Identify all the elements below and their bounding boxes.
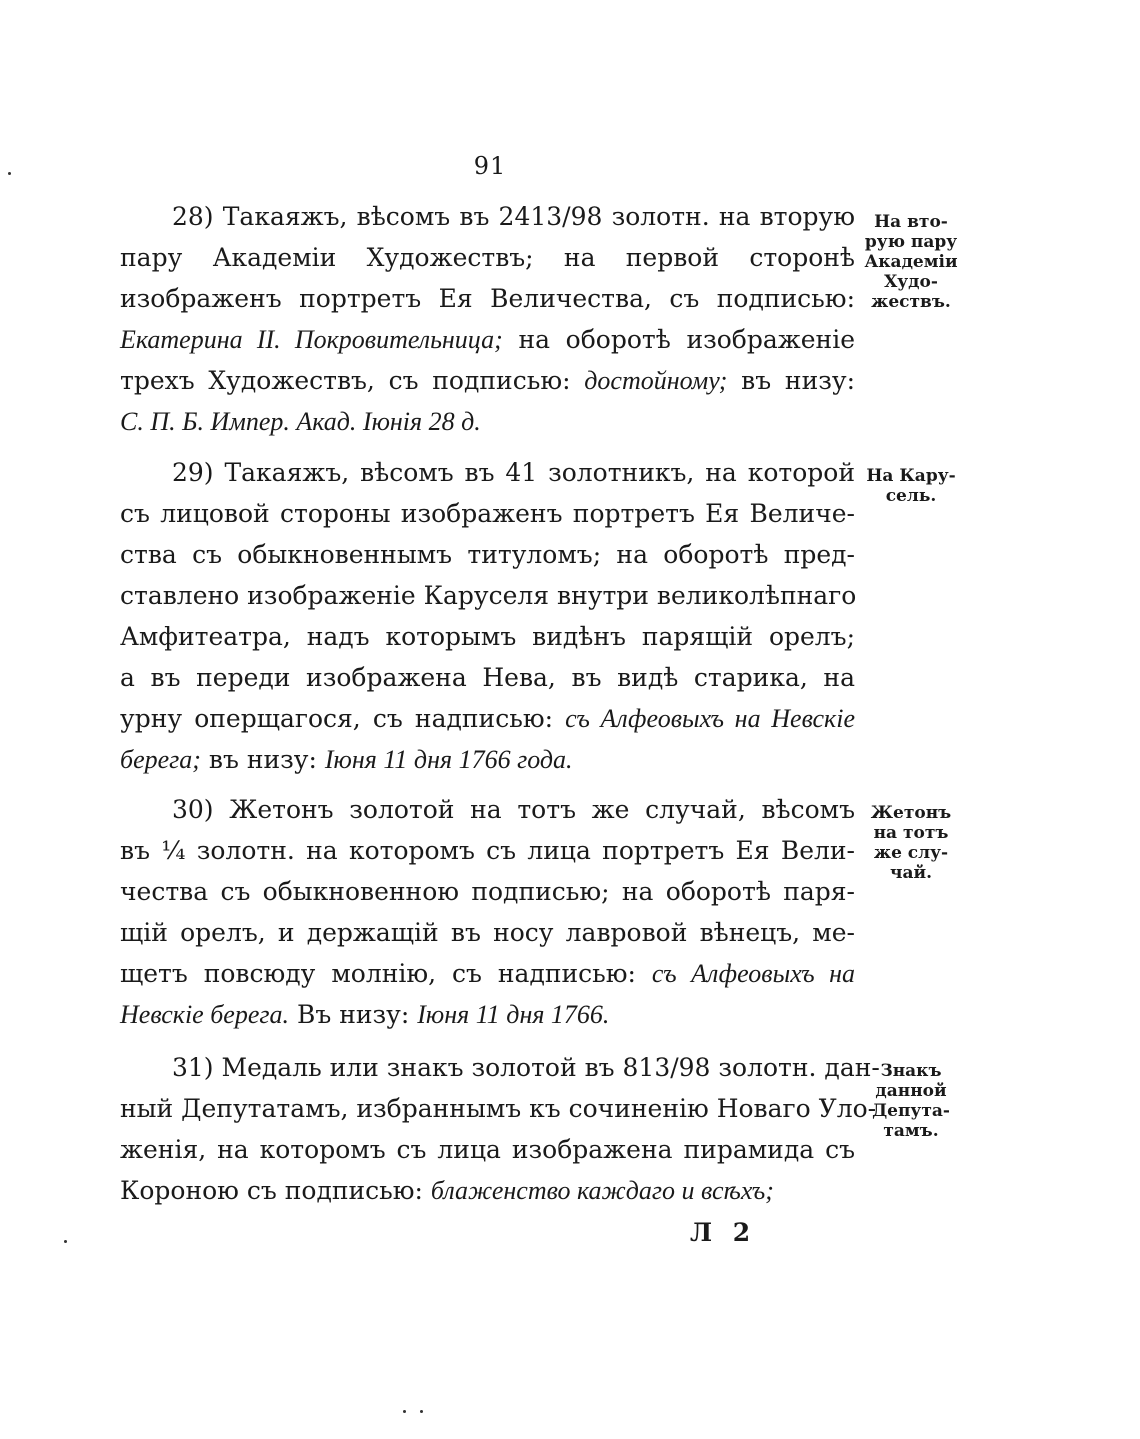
text-run: щій орелъ, и держащій въ носу лавровой вѣнецъ, ме- [120,918,855,947]
text-line [120,360,855,401]
text-line [120,912,855,953]
entry-29 [120,452,855,780]
italic-text: Іюня 11 дня 1766 года. [324,745,573,774]
text-line [120,698,855,739]
italic-text: съ Алфеовыхъ на Невскіе [565,704,855,733]
margin-note-line: чай. [890,863,932,883]
page-number: 91 [473,152,507,180]
text-run: Въ низу: [289,1000,418,1029]
text-run: золотн. на вторую [602,202,855,231]
text-line [120,401,855,442]
text-run: въ низу: [727,366,855,395]
text-run: изображенъ портретъ Ея Величества, съ подписью: [120,284,855,313]
italic-text: съ Алфеовыхъ на [651,959,855,988]
text-run: 30) Жетонъ золотой на тотъ же случай, вѣсомъ [172,795,855,824]
text-run: ный Депутатамъ, избраннымъ къ сочиненію Новаго Уло- [120,1094,877,1123]
margin-note-line: рую пару [864,232,958,252]
text-line [120,830,855,871]
margin-note-line: На Кару- [866,466,956,486]
margin-note-line: Худо- [884,272,938,292]
text-run: ства съ обыкновеннымъ титуломъ; на оборотѣ пред- [120,540,855,569]
text-run: а въ переди изображена Нева, въ видѣ старика, на [120,663,855,692]
italic-text: берега; [120,745,201,774]
speck [8,172,11,175]
margin-note-jeton [856,803,966,883]
margin-note-line: Знакъ [880,1061,942,1081]
speck [420,1410,423,1413]
margin-note-line: Депута- [872,1101,950,1121]
margin-note-line: сель. [885,486,937,506]
text-line [120,319,855,360]
text-line [120,953,855,994]
text-line [120,871,855,912]
text-run: 13/98 [530,202,603,231]
text-line [120,994,855,1035]
text-line [120,657,855,698]
entry-28 [120,196,855,442]
margin-note-line: Жетонъ [870,803,952,823]
text-line [120,196,855,237]
text-line [120,1129,855,1170]
margin-note-line: на тотъ [873,823,949,843]
text-line [120,278,855,319]
italic-text: Невскіе берега. [120,1000,290,1029]
text-run: въ низу: [200,745,325,774]
text-run: 28) Такаяжъ, вѣсомъ въ 24 [172,202,531,231]
speck [64,1240,67,1243]
speck [403,1410,406,1413]
text-run: въ ¼ золотн. на которомъ съ лица портретъ Ея Вели- [120,836,855,865]
text-line [120,452,855,493]
text-line [120,739,855,780]
margin-note-line: же слу- [873,843,949,863]
text-run: щетъ повсюду молнію, съ надписью: [120,959,652,988]
margin-note-carousel [856,466,966,506]
italic-text: блаженство каждаго и всѣхъ; [430,1176,774,1205]
text-run: трехъ Художествъ, съ подписью: [120,366,585,395]
text-run: женія, на которомъ съ лица изображена пирамида съ [120,1135,855,1164]
text-line [120,789,855,830]
text-line [120,1047,880,1088]
text-line [120,493,855,534]
margin-note-line: Академіи [864,252,958,272]
margin-note-line: данной [875,1081,947,1101]
margin-note-academy [856,212,966,312]
entry-30 [120,789,855,1035]
text-line [120,237,855,278]
italic-text: Іюня 11 дня 1766. [417,1000,610,1029]
text-line [120,1088,877,1129]
text-run: урну оперщагося, съ надписью: [120,704,566,733]
text-line [120,534,855,575]
text-run: Короною съ подписью: [120,1176,431,1205]
text-run: 13/98 [638,1053,711,1082]
margin-note-line: На вто- [874,212,948,232]
text-run: 29) Такаяжъ, вѣсомъ въ 41 золотникъ, на которой [172,458,855,487]
italic-text: достойному; [584,366,728,395]
text-run: Амфитеатра, надъ которымъ видѣнъ парящій орелъ; [120,622,855,651]
text-run: 31) Медаль или знакъ золотой въ 8 [172,1053,639,1082]
entry-31 [120,1047,880,1211]
italic-text: Екатерина II. Покровительница; [120,325,503,354]
text-run: ставлено изображеніе Каруселя внутри великолѣпнаго [120,581,857,610]
text-run: пару Академіи Художествъ; на первой сторонѣ [120,243,855,272]
text-run: чества съ обыкновенною подписью; на оборотѣ паря- [120,877,855,906]
margin-note-line: жествъ. [871,292,951,312]
text-line [120,1170,855,1211]
margin-note-line: тамъ. [883,1121,939,1141]
text-run: съ лицовой стороны изображенъ портретъ Ея Величе- [120,499,855,528]
italic-text: С. П. Б. Импер. Акад. Іюнія 28 д. [120,407,481,436]
text-run: золотн. дан- [710,1053,880,1082]
text-run: на оборотѣ изображеніе [502,325,856,354]
signature-mark: Л 2 [690,1218,757,1247]
margin-note-deputies [856,1061,966,1141]
text-line [120,575,855,616]
text-line [120,616,855,657]
